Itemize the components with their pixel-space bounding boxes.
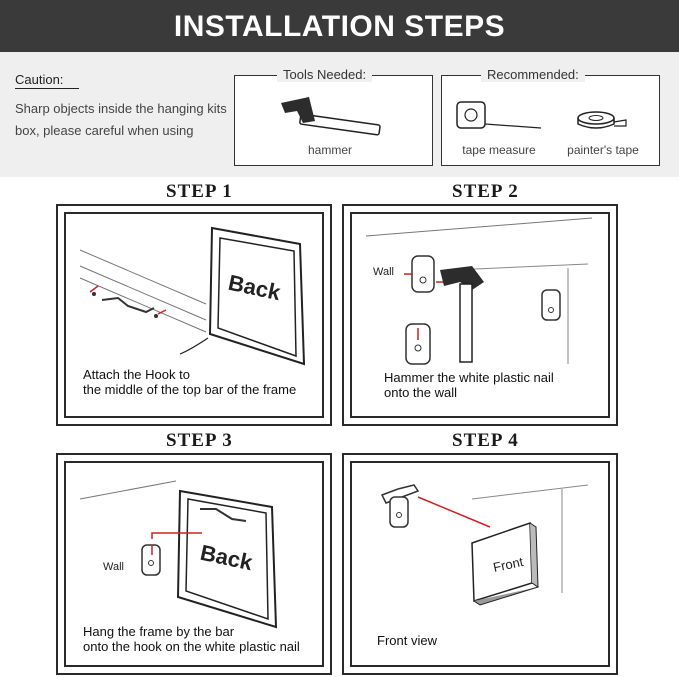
step-4-caption: Front view [377, 633, 437, 648]
painters-tape-icon [574, 108, 634, 134]
step-1-frame-text: Back [226, 269, 283, 306]
step-1-caption-line1: Attach the Hook to [83, 367, 190, 382]
step-3-caption-line1: Hang the frame by the bar [83, 624, 235, 639]
step-3-caption-line2: onto the hook on the white plastic nail [83, 639, 300, 654]
recommended-title: Recommended: [481, 67, 585, 82]
step-3-frame-text: Back [198, 539, 255, 576]
step-2-caption-line2: onto the wall [384, 385, 457, 400]
step-4-title: STEP 4 [452, 430, 519, 451]
caution-title: Caution: [15, 72, 64, 87]
step-3-title: STEP 3 [166, 430, 233, 451]
caution-text: Sharp objects inside the hanging kits box, please careful when using [15, 101, 227, 138]
step-2-wall-label: Wall [373, 266, 394, 278]
tape-measure-icon [455, 98, 545, 134]
tape-measure-label: tape measure [462, 143, 536, 157]
hammer-label: hammer [307, 143, 352, 157]
step-4-frame-text: Front [491, 554, 525, 575]
step-2-title: STEP 2 [452, 181, 519, 202]
page-title: INSTALLATION STEPS [173, 10, 506, 43]
step-2-caption-line1: Hammer the white plastic nail [384, 370, 554, 385]
step-1-title: STEP 1 [166, 181, 233, 202]
step-3-wall-label: Wall [103, 561, 124, 573]
caution-underline [15, 88, 79, 89]
step-1-caption-line2: the middle of the top bar of the frame [83, 382, 297, 397]
tools-needed-title: Tools Needed: [277, 67, 372, 82]
painters-tape-label: painter's tape [567, 143, 639, 157]
hammer-icon [275, 95, 385, 145]
